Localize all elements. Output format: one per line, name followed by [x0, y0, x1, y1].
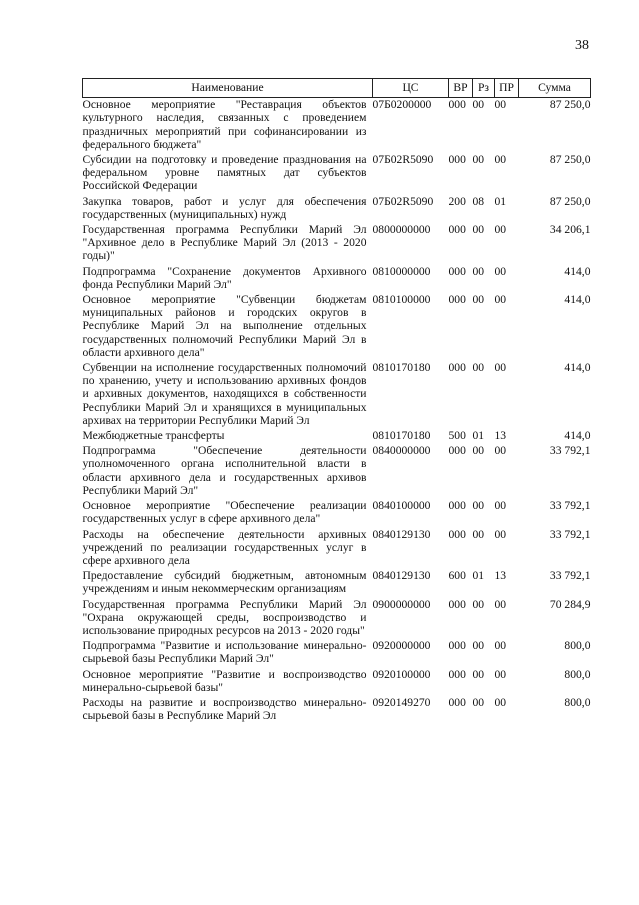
cell-cs: 0800000000	[372, 223, 431, 237]
cell-sum: 414,0	[564, 293, 591, 307]
table-row	[83, 263, 591, 291]
cell-pr: 00	[494, 444, 507, 458]
cell-vr: 200	[448, 194, 466, 208]
table-row	[83, 359, 591, 427]
cell-pr: 00	[494, 98, 507, 112]
cell-cs: 0920149270	[372, 695, 431, 709]
cell-cs: 0840000000	[372, 444, 431, 458]
cell-sum: 87 250,0	[549, 153, 591, 167]
cell-cs: 0840129130	[372, 527, 431, 541]
cell-cs: 0840129130	[372, 569, 431, 583]
cell-pr: 00	[494, 667, 507, 681]
cell-name: Государственная программа Республики Марий Эл "Архивное дело в Республике Марий Эл (2013 - 2020 годы)"	[82, 223, 367, 263]
cell-vr: 000	[448, 597, 466, 611]
table-row	[83, 637, 591, 665]
header-cs: ЦС	[373, 79, 449, 98]
cell-vr: 000	[448, 444, 466, 458]
cell-pr: 00	[494, 293, 507, 307]
cell-name: Подпрограмма "Развитие и использование минерально-сырьевой базы Республики Марий Эл"	[82, 639, 367, 666]
cell-name: Субвенции на исполнение государственных полномочий по хранению, учету и использованию архивных фондов и архивных документов, находящихся в собственности Республики Марий Эл и хранящихся в муниципальных архивах на территории Республики Марий Эл	[82, 361, 367, 427]
cell-name: Подпрограмма "Обеспечение деятельности уполномоченного органа исполнительной власти в области архивного дела и государственных архивов Республики Марий Эл"	[82, 444, 367, 497]
cell-vr: 000	[448, 361, 466, 375]
cell-pr: 00	[494, 527, 507, 541]
cell-sum: 34 206,1	[549, 223, 591, 237]
cell-name: Основное мероприятие "Развитие и воспроизводство минерально-сырьевой базы"	[82, 667, 367, 694]
cell-pr: 00	[494, 361, 507, 375]
cell-vr: 000	[448, 264, 466, 278]
cell-cs: 0840100000	[372, 499, 431, 513]
table-row	[83, 427, 591, 442]
cell-vr: 000	[448, 695, 466, 709]
cell-cs: 0810170180	[372, 429, 431, 443]
cell-cs: 0810100000	[372, 293, 431, 307]
table-row	[83, 666, 591, 694]
cell-name: Субсидии на подготовку и проведение празднования на федеральном уровне памятных дат субъектов Российской Федерации	[82, 153, 367, 193]
header-pr: ПР	[495, 79, 519, 98]
cell-pr: 00	[494, 223, 507, 237]
cell-sum: 33 792,1	[549, 444, 591, 458]
cell-name: Межбюджетные трансферты	[82, 429, 225, 443]
cell-pr: 13	[494, 569, 507, 583]
cell-pr: 00	[494, 695, 507, 709]
cell-rz: 00	[472, 667, 485, 681]
cell-rz: 00	[472, 264, 485, 278]
cell-pr: 00	[494, 499, 507, 513]
cell-name: Основное мероприятие "Реставрация объектов культурного наследия, связанных с проведением праздничных мероприятий при софинансировании из федерального бюджета"	[82, 98, 367, 151]
page-number: 38	[575, 38, 589, 53]
header-vr: ВР	[449, 79, 473, 98]
table-row	[83, 221, 591, 263]
cell-pr: 00	[494, 597, 507, 611]
table-row	[83, 694, 591, 722]
cell-sum: 414,0	[564, 361, 591, 375]
cell-rz: 00	[472, 597, 485, 611]
cell-name: Предоставление субсидий бюджетным, автономным учреждениям и иным некоммерческим организациям	[82, 569, 367, 596]
cell-sum: 800,0	[564, 695, 591, 709]
cell-name: Расходы на обеспечение деятельности архивных учреждений по реализации государственных услуг в сфере архивного дела	[82, 527, 367, 567]
cell-rz: 01	[472, 569, 485, 583]
table-row	[83, 151, 591, 193]
table-row	[83, 497, 591, 525]
table-row	[83, 193, 591, 221]
cell-vr: 000	[448, 499, 466, 513]
cell-name: Основное мероприятие "Субвенции бюджетам муниципальных районов и городских округов в Республике Марий Эл на выполнение отдельных государственных полномочий Республики Марий Эл в области архивного дела"	[82, 293, 367, 359]
cell-rz: 00	[472, 527, 485, 541]
cell-sum: 800,0	[564, 639, 591, 653]
cell-pr: 00	[494, 264, 507, 278]
cell-rz: 00	[472, 695, 485, 709]
table-header	[83, 79, 591, 98]
cell-cs: 0920000000	[372, 639, 431, 653]
cell-sum: 33 792,1	[549, 569, 591, 583]
cell-rz: 00	[472, 293, 485, 307]
cell-vr: 000	[448, 223, 466, 237]
cell-cs: 07Б02R5090	[372, 153, 434, 167]
cell-pr: 13	[494, 429, 507, 443]
cell-rz: 00	[472, 361, 485, 375]
budget-table	[82, 78, 591, 722]
cell-rz: 00	[472, 499, 485, 513]
cell-rz: 00	[472, 153, 485, 167]
header-sum: Сумма	[519, 79, 591, 98]
cell-rz: 08	[472, 194, 485, 208]
cell-pr: 00	[494, 639, 507, 653]
table-row	[83, 596, 591, 638]
cell-vr: 000	[448, 98, 466, 112]
table-body	[83, 98, 591, 723]
cell-cs: 0810170180	[372, 361, 431, 375]
cell-name: Расходы на развитие и воспроизводство минерально-сырьевой базы в Республике Марий Эл	[82, 695, 367, 723]
cell-sum: 70 284,9	[549, 597, 591, 611]
cell-pr: 01	[494, 194, 507, 208]
table-row	[83, 567, 591, 595]
cell-rz: 01	[472, 429, 485, 443]
header-rz: Рз	[473, 79, 495, 98]
cell-vr: 500	[448, 429, 466, 443]
cell-rz: 00	[472, 639, 485, 653]
table-row	[83, 526, 591, 568]
cell-sum: 800,0	[564, 667, 591, 681]
cell-sum: 33 792,1	[549, 499, 591, 513]
cell-sum: 414,0	[564, 429, 591, 443]
cell-cs: 0810000000	[372, 264, 431, 278]
cell-cs: 07Б02R5090	[372, 194, 434, 208]
cell-vr: 000	[448, 293, 466, 307]
cell-sum: 87 250,0	[549, 98, 591, 112]
header-name: Наименование	[83, 79, 373, 98]
cell-pr: 00	[494, 153, 507, 167]
table-row	[83, 442, 591, 497]
cell-cs: 07Б0200000	[372, 98, 432, 112]
cell-name: Основное мероприятие "Обеспечение реализации государственных услуг в сфере архивного дела"	[82, 499, 367, 526]
cell-sum: 33 792,1	[549, 527, 591, 541]
cell-cs: 0900000000	[372, 597, 431, 611]
cell-vr: 000	[448, 667, 466, 681]
cell-name: Государственная программа Республики Марий Эл "Охрана окружающей среды, воспроизводство и использование природных ресурсов на 2013 - 2020 годы"	[82, 597, 367, 637]
cell-vr: 000	[448, 639, 466, 653]
cell-vr: 000	[448, 153, 466, 167]
cell-vr: 600	[448, 569, 466, 583]
table-row	[83, 291, 591, 359]
cell-sum: 87 250,0	[549, 194, 591, 208]
cell-name: Закупка товаров, работ и услуг для обеспечения государственных (муниципальных) нужд	[82, 194, 367, 221]
cell-cs: 0920100000	[372, 667, 431, 681]
cell-vr: 000	[448, 527, 466, 541]
cell-rz: 00	[472, 223, 485, 237]
cell-rz: 00	[472, 98, 485, 112]
cell-sum: 414,0	[564, 264, 591, 278]
cell-name: Подпрограмма "Сохранение документов Архивного фонда Республики Марий Эл"	[82, 264, 367, 291]
cell-rz: 00	[472, 444, 485, 458]
table-row	[83, 98, 591, 151]
